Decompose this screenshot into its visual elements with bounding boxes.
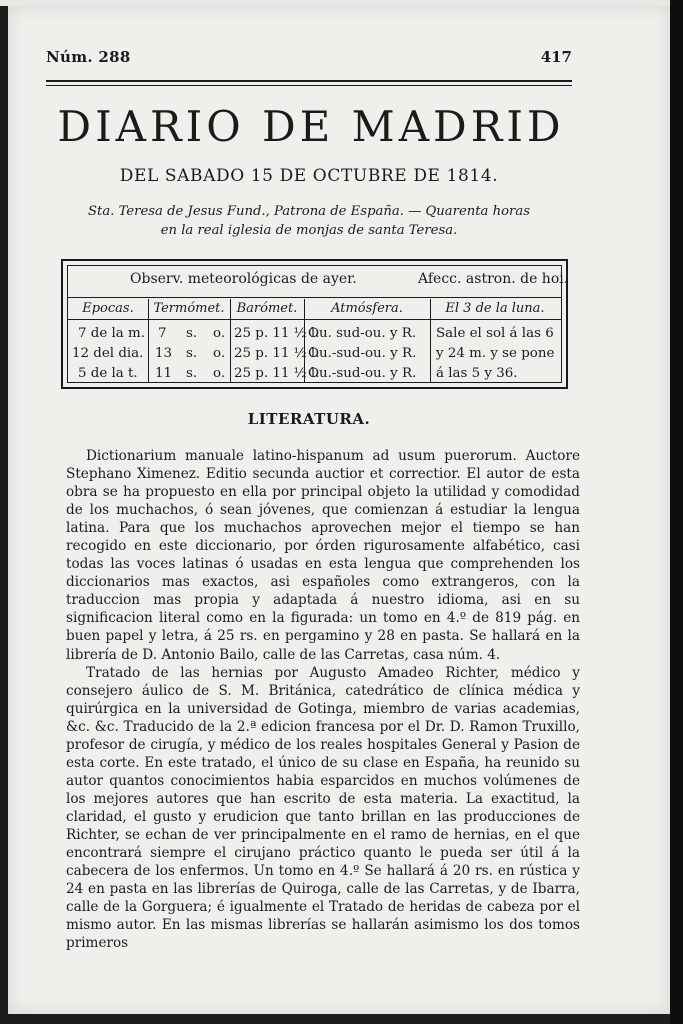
- weather-table: [61, 259, 568, 389]
- row-term-s: s.: [186, 366, 198, 381]
- masthead-rule-top: [46, 80, 572, 82]
- astro-line: y 24 m. y se pone: [436, 346, 555, 361]
- col-header-epocas: Epocas.: [82, 301, 134, 316]
- row-term-num: 7: [158, 326, 167, 341]
- row-term-o: o.: [213, 326, 226, 341]
- table-rule-columns: [68, 319, 561, 320]
- col-header-luna: El 3 de la luna.: [445, 301, 545, 316]
- saint-of-the-day: [46, 202, 572, 240]
- row-atmos: Ou. sud-ou. y R.: [308, 326, 417, 341]
- masthead-rule-top-thin: [46, 85, 572, 86]
- page-header: [46, 48, 572, 70]
- row-atmos: Ou.-sud-ou. y R.: [308, 366, 417, 381]
- dateline: DEL SABADO 15 DE OCTUBRE DE 1814.: [119, 166, 499, 186]
- row-epoca: 12 del dia.: [72, 346, 144, 361]
- newspaper-page: [8, 6, 670, 1014]
- astronomy-title: Afecc. astron. de hoi.: [418, 271, 569, 287]
- scan-right-edge: [670, 0, 683, 1024]
- col-header-atmosfera: Atmósfera.: [331, 301, 403, 316]
- row-term-s: s.: [186, 326, 198, 341]
- row-barom: 25 p. 11 ½ l.: [234, 326, 320, 341]
- saint-line-1: Sta. Teresa de Jesus Fund., Patrona de España. — Quarenta horas: [88, 204, 530, 219]
- col-header-termometro: Termómet.: [153, 301, 225, 316]
- astro-line: Sale el sol á las 6: [436, 326, 554, 341]
- row-term-o: o.: [213, 346, 226, 361]
- row-term-num: 11: [155, 366, 173, 381]
- paragraph-diccionario: Dictionarium manuale latino-hispanum ad usum puerorum. Auctore Stephano Ximenez. Editio secunda auctior et correctior. El autor de esta obra se ha propuesto en ella por principal objeto la utilidad y comodidad de los muchachos, ó sean jóvenes, que comienzan á estudiar la lengua latina. Para que los muchachos aprovechen mejor el tiempo se han recogido en este diccionario, por órden rigurosamente alfabético, casi todas las voces latinas ó usadas en esta lengua que comprehenden los diccionarios mas exactos, asi españoles como extrangeros, con la traduccion mas propia y adaptada á nuestro idioma, asi en su significacion literal como en la figurada: un tomo en 4.º de 819 pág. en buen papel y letra, á 25 rs. en pergamino y 28 en pasta. Se hallará en la librería de D. Antonio Bailo, calle de las Carretas, casa núm. 4.: [66, 448, 580, 663]
- page-number: 417: [540, 48, 572, 66]
- row-epoca: 5 de la t.: [78, 366, 138, 381]
- row-epoca: 7 de la m.: [78, 326, 146, 341]
- astro-line: á las 5 y 36.: [436, 366, 518, 381]
- saint-line-2: en la real iglesia de monjas de santa Teresa.: [160, 223, 458, 238]
- weather-table-inner: [67, 265, 569, 383]
- issue-number: Núm. 288: [46, 48, 131, 66]
- row-barom: 25 p. 11 ½ l.: [234, 366, 320, 381]
- row-term-num: 13: [155, 346, 173, 361]
- row-term-o: o.: [213, 366, 226, 381]
- col-header-barometro: Barómet.: [236, 301, 298, 316]
- row-barom: 25 p. 11 ½ l.: [234, 346, 320, 361]
- article-body: [66, 447, 580, 952]
- row-atmos: Ou.-sud-ou. y R.: [308, 346, 417, 361]
- row-term-s: s.: [186, 346, 198, 361]
- table-rule-header: [68, 297, 561, 298]
- masthead-title: DIARIO DE MADRID: [57, 102, 565, 151]
- section-title: LITERATURA.: [247, 410, 371, 428]
- paragraph-hernias: Tratado de las hernias por Augusto Amadeo Richter, médico y consejero áulico de S. M. Británica, catedrático de clínica médica y quirúrgica en la universidad de Gotinga, miembro de varias academias, &c. &c. Traducido de la 2.ª edicion francesa por el Dr. D. Ramon Truxillo, profesor de cirugía, y médico de los reales hospitales General y Pasion de esta corte. En este tratado, el único de su clase en España, ha reunido su autor quantos conocimientos habia esparcidos en muchos volúmenes de los mejores autores que han escrito de esta materia. La exactitud, la claridad, el gusto y erudicion que tanto brillan en las producciones de Richter, se echan de ver principalmente en el ramo de hernias, en el que encontrará siempre el cirujano práctico quanto le pueda ser útil á la cabecera de los enfermos. Un tomo en 4.º Se hallará á 20 rs. en rústica y 24 en pasta en las librerías de Quiroga, calle de las Carretas, y de Ibarra, calle de la Gorguera; é igualmente el Tratado de heridas de cabeza por el mismo autor. En las mismas librerías se hallarán asimismo los dos tomos primeros: [66, 664, 580, 952]
- weather-title: Observ. meteorológicas de ayer.: [130, 271, 357, 287]
